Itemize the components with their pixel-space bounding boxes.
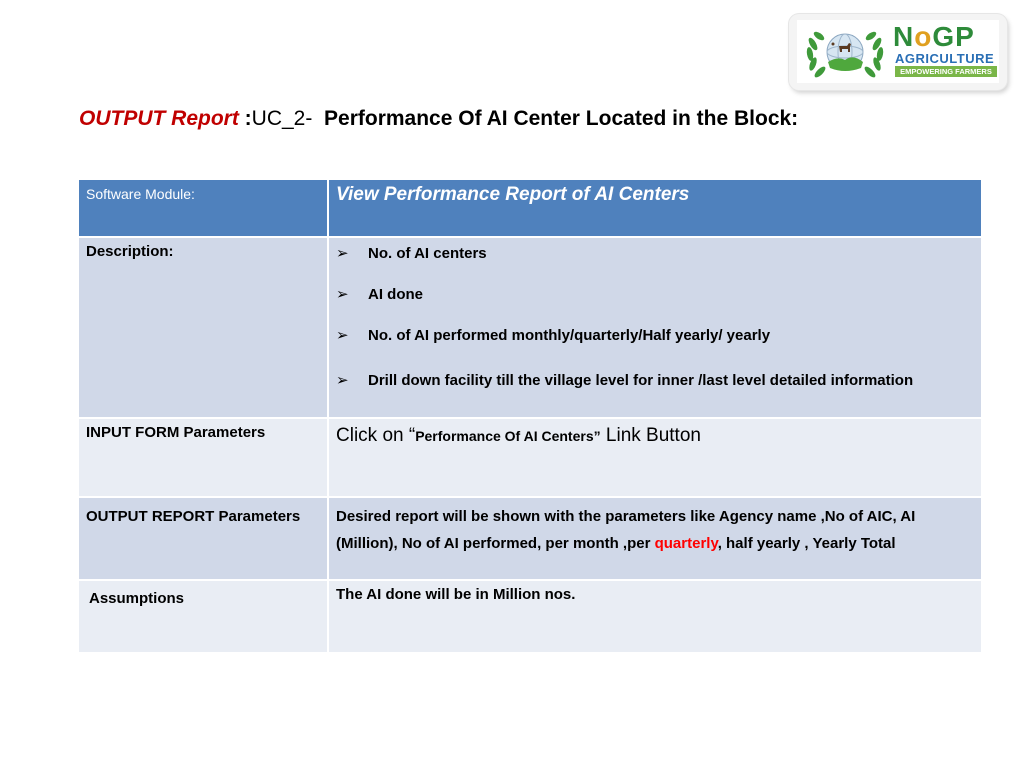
spec-table (77, 178, 983, 654)
logo-tagline: EMPOWERING FARMERS (895, 66, 997, 77)
table-row (78, 179, 982, 237)
assumptions-label: Assumptions (78, 580, 328, 653)
table-row (78, 418, 982, 497)
logo-subtitle: AGRICULTURE (895, 51, 995, 66)
input-label: INPUT FORM Parameters (78, 418, 328, 497)
output-description: Desired report will be shown with the parameters like Agency name ,No of AIC, AI (Million), No of AI performed, per month ,per quarterly, half yearly , Yearly Total (336, 508, 916, 552)
module-label: Software Module: (78, 179, 328, 237)
title-code: UC_2- (251, 107, 313, 130)
module-value: View Performance Report of AI Centers (328, 179, 982, 237)
highlight-quarterly: quarterly (654, 535, 718, 552)
arrow-bullet-icon: ➢ (336, 372, 349, 389)
performance-link-name: Performance Of AI Centers” (415, 428, 601, 444)
title-prefix: OUTPUT Report (79, 107, 239, 130)
output-cell (328, 497, 982, 580)
description-list (336, 244, 974, 394)
logo (797, 20, 999, 83)
logo-name: NoGP (893, 21, 975, 52)
list-item: ➢ No. of AI performed monthly/quarterly/Half yearly/ yearly (336, 327, 771, 344)
title-main: Performance Of AI Center Located in the Block: (324, 107, 799, 130)
table-row (78, 237, 982, 418)
input-instruction: Click on “Performance Of AI Centers” Link Button (336, 425, 701, 446)
arrow-bullet-icon: ➢ (336, 327, 349, 344)
arrow-bullet-icon: ➢ (336, 245, 349, 262)
title-colon: : (238, 107, 252, 130)
description-label: Description: (78, 237, 328, 418)
description-cell (328, 237, 982, 418)
slide-title (79, 104, 798, 134)
table-row (78, 580, 982, 653)
input-cell (328, 418, 982, 497)
list-item: ➢ No. of AI centers (336, 245, 487, 262)
list-item: ➢ AI done (336, 286, 423, 303)
table-row (78, 497, 982, 580)
globe-wreath-icon (803, 22, 887, 82)
list-item: ➢ Drill down facility till the village level for inner /last level detailed information (336, 367, 974, 394)
logo-frame (789, 14, 1007, 90)
arrow-bullet-icon: ➢ (336, 286, 349, 303)
output-label: OUTPUT REPORT Parameters (78, 497, 328, 580)
assumptions-value: The AI done will be in Million nos. (328, 580, 982, 653)
